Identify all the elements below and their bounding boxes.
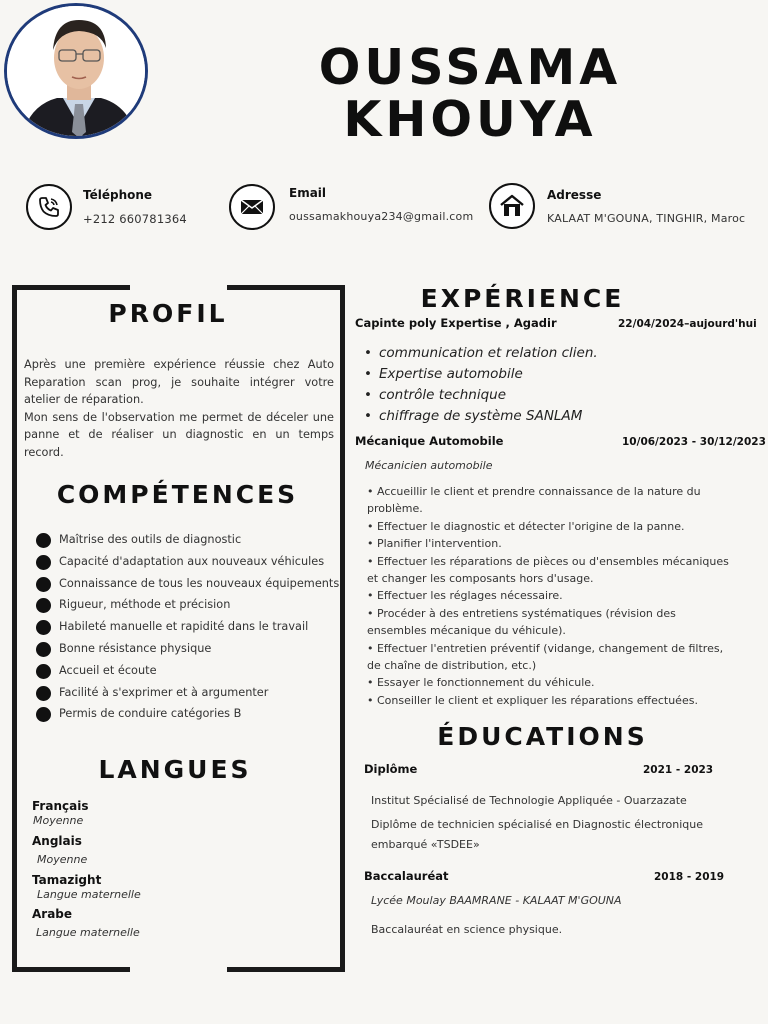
job-role: Mécanicien automobile bbox=[365, 459, 493, 472]
candidate-name bbox=[250, 39, 690, 148]
job-task: • Procéder à des entretiens systématiques (révision des ensembles mécanique du véhicule). bbox=[367, 606, 676, 638]
langues-title: LANGUES bbox=[98, 755, 252, 784]
envelope-icon bbox=[229, 184, 275, 230]
email-value[interactable]: oussamakhouya234@gmail.com bbox=[289, 210, 474, 223]
first-name: OUSSAMA bbox=[318, 39, 622, 96]
job-task: • Effectuer les réparations de pièces ou d'ensembles mécaniques et changer les composants hors d'usage. bbox=[367, 554, 729, 586]
frame-top-left bbox=[12, 285, 130, 290]
frame-left bbox=[12, 285, 17, 972]
skill-item: Permis de conduire catégories B bbox=[36, 706, 339, 728]
job-bullet: • communication et relation clien. bbox=[364, 345, 598, 366]
job-tasks bbox=[367, 483, 735, 709]
profil-title: PROFIL bbox=[108, 299, 228, 328]
skill-item: Habileté manuelle et rapidité dans le travail bbox=[36, 619, 339, 641]
address-value: KALAAT M'GOUNA, TINGHIR, Maroc bbox=[547, 212, 746, 225]
job-task: • Effectuer le diagnostic et détecter l'origine de la panne. bbox=[367, 519, 685, 533]
house-icon bbox=[489, 183, 535, 229]
profil-text: Après une première expérience réussie chez Auto Reparation scan prog, je souhaite intégrer votre atelier de réparation. Mon sens de l'observation me permet de déceler une panne et de réaliser un diagnostic en un temps record. bbox=[24, 358, 334, 459]
address-label: Adresse bbox=[547, 188, 602, 202]
skill-item: Maîtrise des outils de diagnostic bbox=[36, 532, 339, 554]
phone-icon bbox=[26, 184, 72, 230]
language-name: Anglais bbox=[32, 834, 82, 848]
job-task: • Effectuer l'entretien préventif (vidange, changement de filtres, de chaîne de distribution, etc.) bbox=[367, 641, 724, 673]
last-name: KHOUYA bbox=[343, 91, 597, 148]
skill-item: Rigueur, méthode et précision bbox=[36, 597, 339, 619]
frame-bottom-right bbox=[227, 967, 345, 972]
edu-detail: Diplôme de technicien spécialisé en Diagnostic électronique embarqué «TSDEE» bbox=[371, 818, 703, 851]
job-dates: 10/06/2023 - 30/12/2023 bbox=[622, 436, 766, 448]
edu-degree: Baccalauréat bbox=[364, 869, 449, 883]
language-level: Moyenne bbox=[37, 853, 88, 866]
edu-school: Lycée Moulay BAAMRANE - KALAAT M'GOUNA bbox=[371, 894, 622, 907]
frame-bottom-left bbox=[12, 967, 130, 972]
job-bullet: • Expertise automobile bbox=[364, 366, 598, 387]
frame-right bbox=[340, 285, 345, 972]
job-company: Mécanique Automobile bbox=[355, 434, 504, 448]
skill-item: Capacité d'adaptation aux nouveaux véhicules bbox=[36, 554, 339, 576]
profile-photo bbox=[4, 3, 148, 139]
edu-degree: Diplôme bbox=[364, 762, 418, 776]
language-name: Français bbox=[32, 799, 89, 813]
education-title: ÉDUCATIONS bbox=[437, 722, 648, 751]
frame-top-right bbox=[227, 285, 345, 290]
language-level: Langue maternelle bbox=[37, 888, 141, 901]
skill-item: Bonne résistance physique bbox=[36, 641, 339, 663]
experience-title: EXPÉRIENCE bbox=[420, 284, 625, 313]
job-task: • Accueillir le client et prendre connaissance de la nature du problème. bbox=[367, 485, 701, 516]
edu-dates: 2021 - 2023 bbox=[643, 764, 714, 776]
job-task: • Conseiller le client et expliquer les réparations effectuées. bbox=[367, 693, 698, 707]
skill-item: Accueil et écoute bbox=[36, 663, 339, 685]
language-level: Moyenne bbox=[33, 814, 84, 827]
skill-item: Connaissance de tous les nouveaux équipements bbox=[36, 576, 339, 598]
email-label: Email bbox=[289, 186, 327, 200]
job-bullet: • chiffrage de système SANLAM bbox=[364, 408, 598, 429]
job-task: • Planifier l'intervention. bbox=[367, 537, 502, 551]
skills-list bbox=[36, 532, 339, 728]
job-company: Capinte poly Expertise , Agadir bbox=[355, 316, 557, 330]
job-task: • Effectuer les réglages nécessaire. bbox=[367, 589, 563, 603]
edu-school: Institut Spécialisé de Technologie Appliquée - Ouarzazate bbox=[371, 794, 687, 807]
job-task: • Essayer le fonctionnement du véhicule. bbox=[367, 676, 595, 690]
job-dates: 22/04/2024–aujourd'hui bbox=[618, 318, 757, 330]
job-bullets bbox=[364, 345, 598, 429]
job-bullet: • contrôle technique bbox=[364, 387, 598, 408]
competences-title: COMPÉTENCES bbox=[56, 480, 299, 509]
language-level: Langue maternelle bbox=[36, 926, 140, 939]
edu-dates: 2018 - 2019 bbox=[654, 871, 725, 883]
skill-item: Facilité à s'exprimer et à argumenter bbox=[36, 685, 339, 707]
edu-detail: Baccalauréat en science physique. bbox=[371, 923, 563, 936]
phone-label: Téléphone bbox=[83, 188, 153, 202]
language-name: Arabe bbox=[32, 907, 73, 921]
phone-value: +212 660781364 bbox=[83, 212, 187, 226]
language-name: Tamazight bbox=[32, 873, 102, 887]
